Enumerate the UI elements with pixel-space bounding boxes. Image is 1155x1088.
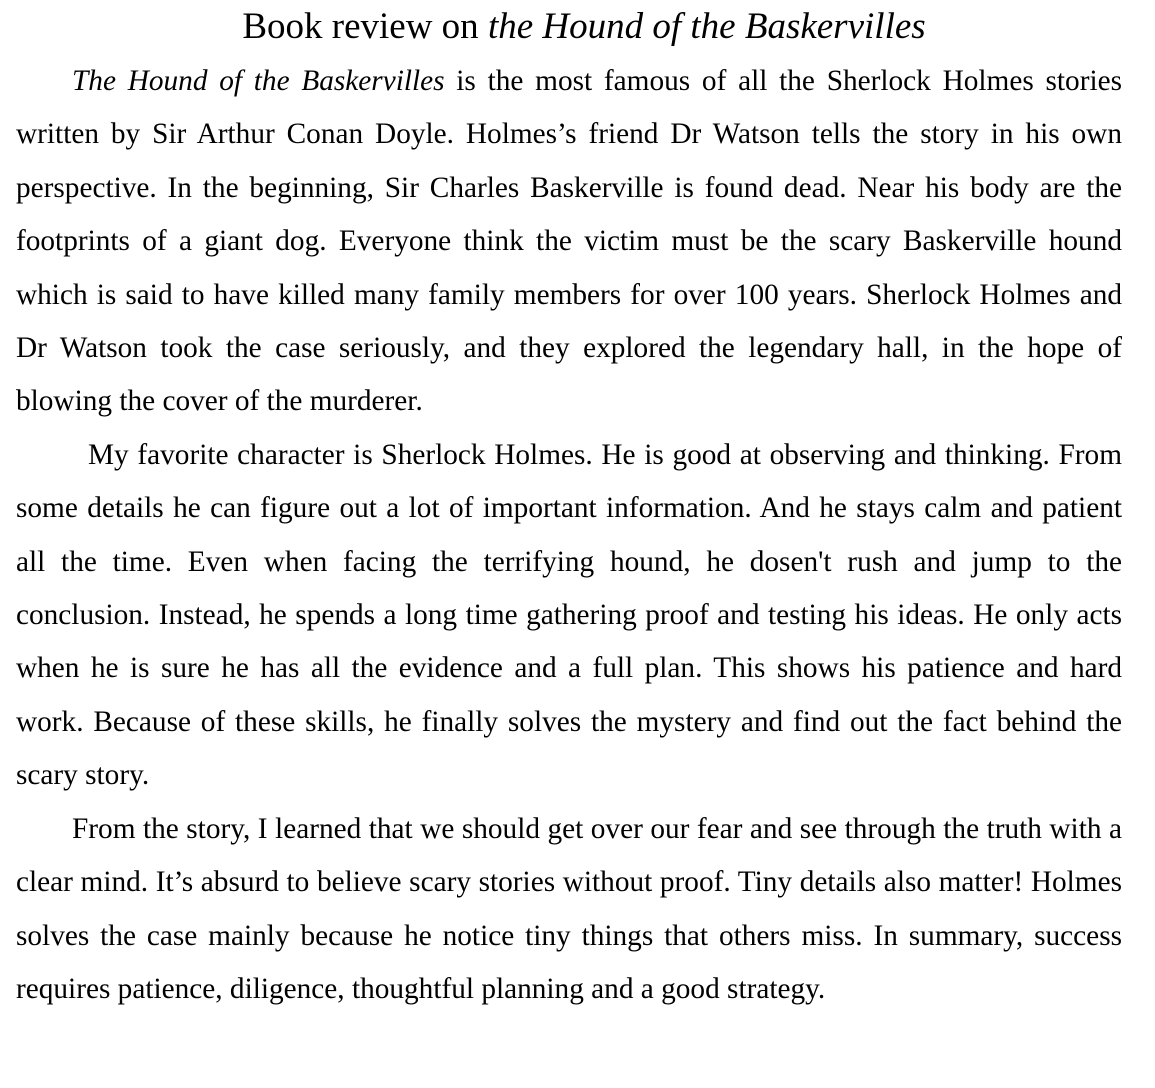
book-title-reference: The Hound of the Baskervilles bbox=[72, 65, 445, 97]
document-title bbox=[16, 2, 1122, 52]
paragraph-lesson-text: From the story, I learned that we should get over our fear and see through the truth with a clear mind. It’s absurd to believe scary stories without proof. Tiny details also matter! Holmes solves the case mainly because he notice tiny things that others miss. In summary, success requires patience, diligence, thoughtful planning and a good strategy. bbox=[16, 812, 1122, 1005]
paragraph-lesson bbox=[16, 803, 1122, 1017]
paragraph-summary-text: is the most famous of all the Sherlock Holmes stories written by Sir Arthur Conan Doyle. Holmes’s friend Dr Watson tells the story in his own perspective. In the beginning, Sir Charles Baskerville is found dead. Near his body are the footprints of a giant dog. Everyone think the victim must be the scary Baskerville hound which is said to have killed many family members for over 100 years. Sherlock Holmes and Dr Watson took the case seriously, and they explored the legendary hall, in the hope of blowing the cover of the murderer. bbox=[16, 65, 1122, 418]
paragraph-summary bbox=[16, 55, 1122, 429]
title-italic: the Hound of the Baskervilles bbox=[487, 6, 926, 47]
document-page bbox=[16, 0, 1122, 1016]
paragraph-character bbox=[16, 429, 1122, 803]
title-plain: Book review on bbox=[242, 6, 488, 47]
paragraph-character-text: My favorite character is Sherlock Holmes. He is good at observing and thinking. From some details he can figure out a lot of important information. And he stays calm and patient all the time. Even when facing the terrifying hound, he dosen't rush and jump to the conclusion. Instead, he spends a long time gathering proof and testing his ideas. He only acts when he is sure he has all the evidence and a full plan. This shows his patience and hard work. Because of these skills, he finally solves the mystery and find out the fact behind the scary story. bbox=[16, 438, 1122, 792]
